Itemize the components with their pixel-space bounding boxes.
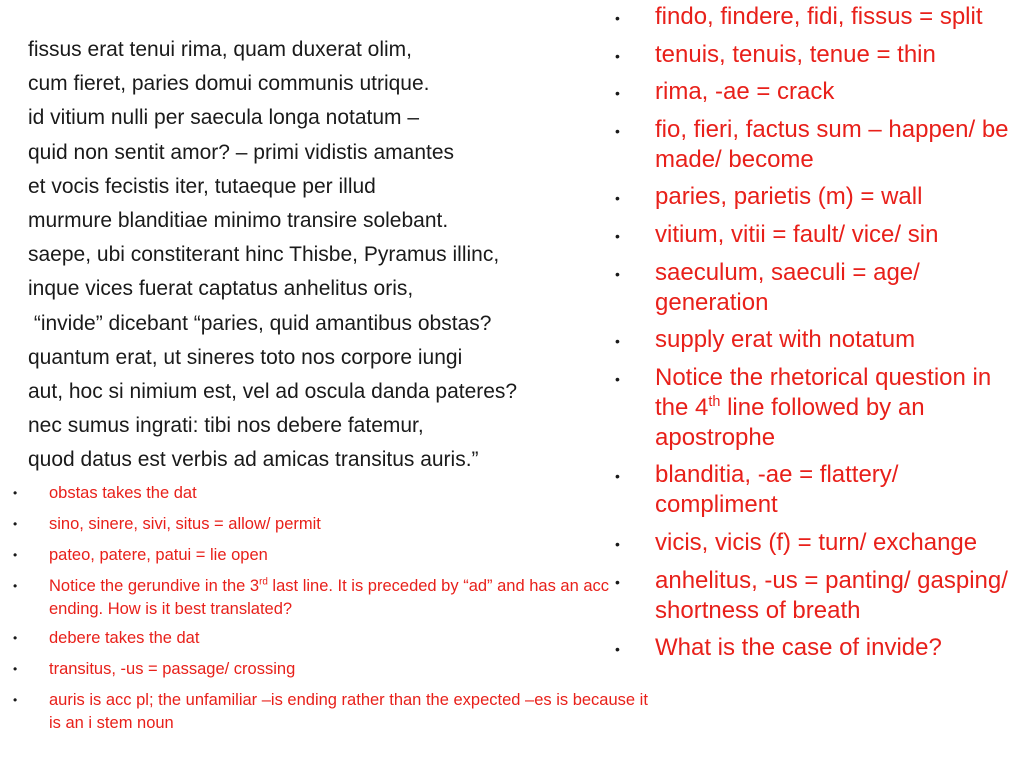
bullet-icon: •	[615, 535, 620, 552]
vocab-item	[615, 566, 1020, 626]
vocab-item	[615, 633, 1020, 663]
vocab-text: anhelitus, -us = panting/ gasping/ shortness of breath	[655, 566, 1008, 624]
note-text: last line. It is preceded by “ad” and has an acc ending. How is it best translated?	[49, 577, 610, 618]
bullet-icon: •	[615, 122, 620, 139]
poem-line: aut, hoc si nimium est, vel ad oscula danda pateres?	[28, 379, 518, 403]
bullet-icon: •	[13, 548, 18, 562]
note-superscript: rd	[259, 576, 268, 588]
note-text: sino, sinere, sivi, situs = allow/ permit	[49, 515, 321, 533]
note-text: obstas takes the dat	[49, 484, 197, 502]
poem-line: quid non sentit amor? – primi vidistis amantes	[28, 140, 455, 164]
bullet-icon: •	[13, 486, 18, 500]
poem-line: “invide” dicebant “paries, quid amantibus obstas?	[28, 311, 492, 335]
poem-line: inque vices fuerat captatus anhelitus oris,	[28, 277, 414, 301]
note-item	[13, 689, 649, 735]
bullet-icon: •	[13, 662, 18, 676]
vocabulary-list	[615, 2, 1020, 671]
vocab-text: line followed by an apostrophe	[655, 393, 925, 451]
vocab-item	[615, 2, 1020, 32]
poem-line: saepe, ubi constiterant hinc Thisbe, Pyramus illinc,	[28, 243, 500, 267]
poem-line: quantum erat, ut sineres toto nos corpore iungi	[28, 345, 463, 369]
note-text: pateo, patere, patui = lie open	[49, 546, 268, 564]
vocab-item	[615, 115, 1020, 175]
poem-line: cum fieret, paries domui communis utrique.	[28, 72, 430, 96]
vocab-item	[615, 220, 1020, 250]
bullet-icon: •	[13, 631, 18, 645]
bullet-icon: •	[615, 573, 620, 590]
vocab-item	[615, 77, 1020, 107]
vocab-item	[615, 182, 1020, 212]
poem-line: murmure blanditiae minimo transire solebant.	[28, 208, 449, 232]
note-text: debere takes the dat	[49, 629, 200, 647]
vocab-text: paries, parietis (m) = wall	[655, 183, 923, 211]
vocab-text: What is the case of invide?	[655, 634, 942, 662]
note-text: transitus, -us = passage/ crossing	[49, 660, 296, 678]
vocab-item	[615, 460, 1020, 520]
poem-line: quod datus est verbis ad amicas transitus auris.”	[28, 448, 479, 472]
vocab-superscript: th	[708, 393, 721, 410]
bullet-icon: •	[615, 47, 620, 64]
note-text: auris is acc pl; the unfamiliar –is ending rather than the expected –es is because it is an i stem noun	[49, 691, 648, 732]
poem-line: fissus erat tenui rima, quam duxerat olim,	[28, 38, 412, 61]
vocab-text: supply erat with notatum	[655, 326, 916, 354]
note-item	[13, 658, 649, 681]
bullet-icon: •	[13, 693, 18, 707]
bullet-icon: •	[615, 370, 620, 387]
grammar-notes-list	[13, 482, 649, 743]
poem-line: id vitium nulli per saecula longa notatum –	[28, 106, 420, 130]
bullet-icon: •	[615, 190, 620, 207]
bullet-icon: •	[615, 265, 620, 282]
latin-poem	[28, 33, 517, 477]
vocab-item	[615, 363, 1020, 453]
vocab-text: vicis, vicis (f) = turn/ exchange	[655, 528, 978, 556]
note-item	[13, 627, 649, 650]
vocab-text: blanditia, -ae = flattery/ compliment	[655, 461, 899, 519]
vocab-text: Notice the rhetorical question in the 4	[655, 363, 992, 421]
vocab-item	[615, 325, 1020, 355]
poem-line: et vocis fecistis iter, tutaeque per illud	[28, 174, 376, 198]
note-item	[13, 513, 649, 536]
vocab-item	[615, 528, 1020, 558]
vocab-text: vitium, vitii = fault/ vice/ sin	[655, 220, 939, 248]
poem-line: nec sumus ingrati: tibi nos debere fatemur,	[28, 414, 424, 438]
vocab-item	[615, 40, 1020, 70]
vocab-item	[615, 258, 1020, 318]
vocab-text: fio, fieri, factus sum – happen/ be made/ become	[655, 115, 1009, 173]
bullet-icon: •	[13, 579, 18, 593]
note-item	[13, 544, 649, 567]
bullet-icon: •	[615, 227, 620, 244]
vocab-text: tenuis, tenuis, tenue = thin	[655, 40, 936, 68]
vocab-text: findo, findere, fidi, fissus = split	[655, 3, 983, 30]
vocab-text: saeculum, saeculi = age/ generation	[655, 258, 920, 316]
bullet-icon: •	[615, 10, 620, 26]
note-item	[13, 575, 649, 621]
bullet-icon: •	[615, 641, 620, 658]
bullet-icon: •	[615, 468, 620, 485]
bullet-icon: •	[615, 85, 620, 102]
bullet-icon: •	[615, 333, 620, 350]
note-text: Notice the gerundive in the 3	[49, 577, 260, 595]
bullet-icon: •	[13, 517, 18, 531]
note-item	[13, 482, 649, 505]
vocab-text: rima, -ae = crack	[655, 78, 835, 106]
